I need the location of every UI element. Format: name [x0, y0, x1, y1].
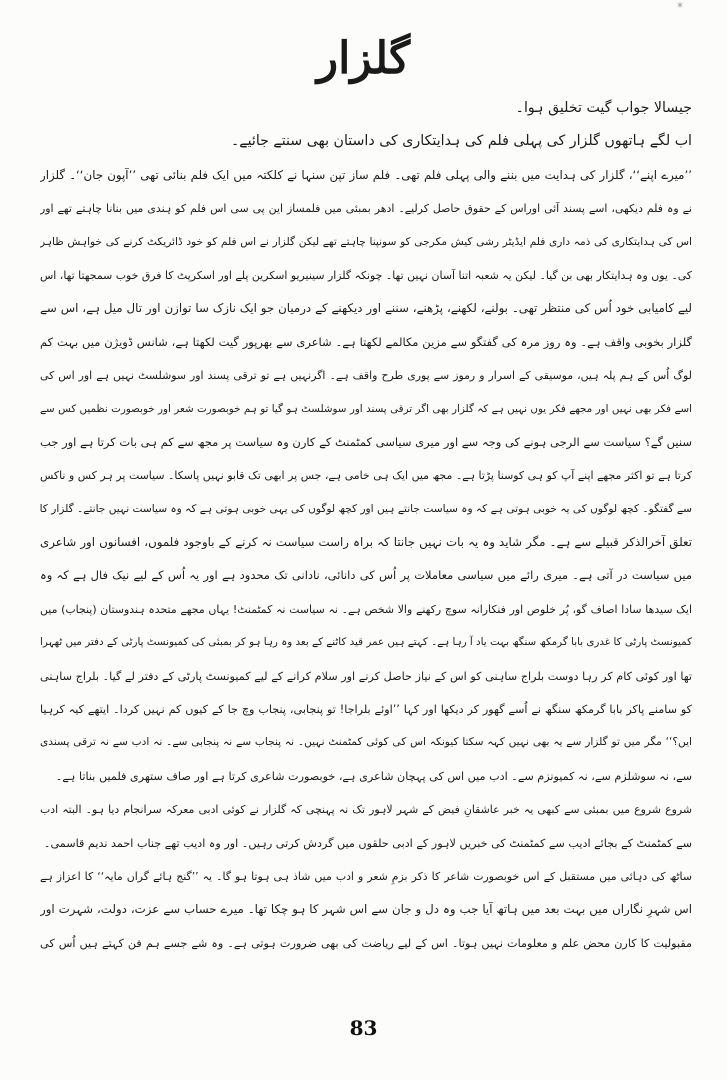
text-line: مقبولیت کا کارن محض علم و معلومات نہیں ہوتا۔ اس کے لیے ریاضت کی بھی ضرورت ہوتی ہے۔ وہ شے جسے ہم فن کہتے ہیں اُس کی: [40, 936, 692, 950]
text-line: کمیونسٹ پارٹی کا غدری بابا گرمکھ سنگھ بہت یاد آ رہا ہے۔ کہتے ہیں عمر قید کاٹنے کے بعد وہ رہا ہو کر بمبئی کی کمیونسٹ پارٹی کے دفتر میں ٹھہرا: [40, 636, 692, 649]
text-line: گلزار بخوبی واقف ہے۔ وہ روز مرہ کی گفتگو سے مزین مکالمے لکھتا ہے۔ شاعری سے بھرپور گیت لکھتا ہے، شانس ڈویژن میں بہت کم: [40, 334, 692, 349]
text-line: نے وہ فلم دیکھی، اسے پسند آئی اوراس کے حقوق حاصل کرلیے۔ ادھر بمبئی میں فلمساز این پی سی اس فلم کو ہندی میں بنانا چاہتے تھے اور: [40, 202, 692, 216]
text-line: کرتا ہے تو اکثر مجھے اپنے آپ کو ہی کوسنا پڑتا ہے۔ مجھ میں ایک ہی خامی ہے، جس پر ابھی تک قابو نہیں پاسکا۔ سیاست پر ہر کس و ناکس: [40, 469, 692, 483]
text-line: سے کمٹمنٹ کے بجائے ادیب سے کمٹمنٹ کی خبریں لاہور کے ادبی حلقوں میں گردش کرتی رہیں۔ اور وہ ادیب تھے جناب احمد ندیم قاسمی۔: [43, 836, 692, 850]
corner-mark: *: [677, 0, 683, 14]
text-line: اسے فکر بھی نہیں اور مجھے فکر یوں نہیں ہے کہ گلزار بھی اگر ترقی پسند اور سوشلسٹ ہو گیا تو ہم خوبصورت شعر اور خوبصورت نظمیں کس سے: [40, 402, 692, 415]
text-line: ایک سیدھا سادا اصاف گو، پُر خلوص اور فنکارانہ سوچ رکھنے والا شخص ہے۔ نہ سیاست نہ کمٹمنٹ! یہاں مجھے متحدہ ہندوستان (پنجاب) میں: [40, 602, 692, 616]
text-line: اس شہرِ نگاراں میں بہت بعد میں ہاتھ آیا جب وہ دل و جان سے اس شہر کا ہو چکا تھا۔ میرے حساب سے عزت، دولت، شہرت اور: [40, 902, 692, 917]
page-number: 83: [349, 1016, 378, 1040]
text-line: کی۔ یوں وہ ہدایتکار بھی بن گیا۔ لیکن یہ شعبہ اتنا آسان نہیں تھا۔ چونکہ گلزار سینیریو اسکرین پلے اور اسکرپٹ کا فرق خوب سمجھتا تھا، اس: [40, 268, 692, 282]
text-line: سے گفتگو۔ کچھ لوگوں کی یہ خوبی ہوتی ہے کہ وہ سیاست جانتے ہیں اور کچھ لوگوں کی یہی خوبی ہوتی ہے کہ وہ سیاست نہیں جانتے۔ گلزار کا: [40, 502, 692, 515]
text-line: کو سامنے پاکر بابا گرمکھ سنگھ نے اُسے گھور کر دیکھا اور کہا ’’اوئے بلراجا! تو پنجابی، پنجاب وچ جا کے کیوں کم نہیں کردا۔ ایتھے کیہ کرہیا: [40, 703, 692, 717]
text-line: تعلق آخرالذکر قبیلے سے ہے۔ مگر شاید وہ یہ بات نہیں جانتا کہ براہ راست سیاست نہ کرنے کے باوجود فلموں، افسانوں اور شاعری: [40, 535, 692, 550]
text-line: ایں؟‘‘ مگر میں تو گلزار سے یہ بھی نہیں کہہ سکتا کیونکہ اس کی کوئی کمٹمنٹ نہیں۔ نہ پنجاب سے نہ پنجابی سے۔ نہ ادب سے نہ ترقی پسندی: [40, 736, 692, 749]
text-line: اس کی ہدایتکاری کی ذمہ داری فلم ایڈیٹر رشی کیش مکرجی کو سونپنا چاہتے تھے لیکن گلزار نے اس فلم کو خود ڈائریکٹ کرنے کی خواہش ظاہر: [40, 235, 692, 248]
text-line: سنیں گے؟ سیاست سے الرجی ہونے کی وجہ سے اور میری سیاسی کمٹمنٹ کے کارن وہ سیاست پر مجھ سے کم ہی بات کرتا ہے اور جب: [40, 434, 692, 449]
text-line: سے، نہ سوشلزم سے، نہ کمیونزم سے۔ ادب میں اس کی پہچان شاعری ہے، خوبصورت شاعری کرتا ہے اور صاف ستھری فلمیں بناتا ہے۔: [55, 769, 692, 783]
text-line: اب لگے ہاتھوں گلزار کی پہلی فلم کی ہدایتکاری کی داستان بھی سنتے جائیے۔: [230, 133, 692, 150]
chapter-title-calligraphy: گلزار: [316, 33, 411, 84]
text-line: ’’میرے اپنے‘‘، گلزار کی ہدایت میں بننے والی پہلی فلم تھی۔ فلم ساز تپن سنہا نے کلکتہ میں ایک فلم بنائی تھی ’’آپون جان‘‘۔ گلزار: [40, 167, 692, 182]
text-line: تھا اور کوئی کام کر رہا دوست بلراج ساہنی کو اس کے نیاز حاصل کرنے اور سلام کرانے کے لیے کمیونسٹ پارٹی کے دفتر لے گیا۔ بلراج ساہنی: [40, 669, 692, 683]
text-line: ساٹھ کی دہائی میں مستقبل کے اس خوبصورت شاعر کا ذکر بزمِ شعر و ادب میں شاذ ہی ہوتا ہو گا۔ یہ ’’گنج ہائے گراں مایہ‘‘ کا اعزاز ہے: [40, 869, 692, 883]
text-line: میں سیاست در آتی ہے۔ میری رائے میں سیاسی معاملات پر اُس کی دانائی، نادانی تک محدود ہے اور یہ اُس کے لیے نیک فال ہے کہ وہ: [40, 568, 692, 583]
text-line: جیسالا جواب گیت تخلیق ہوا۔: [515, 100, 692, 116]
article-body: [40, 92, 692, 960]
text-line: لیے کامیابی خود اُس کی منتظر تھی۔ بولنے، لکھنے، پڑھنے، سننے اور دیکھنے کے درمیان جو ایک نازک سا توازن اور تال میل ہے، اس سے: [40, 301, 692, 316]
text-line: شروع شروع میں بمبئی سے کبھی یہ خبر عاشقانِ فیض کے شہر لاہور تک نہ پہنچی کہ گلزار نے کوئی ادبی معرکہ سرانجام دیا ہو۔ البتہ ادب: [40, 803, 692, 817]
text-line: لوگ اُس کے ہم پلہ ہیں، موسیقی کے اسرار و رموز سے پوری طرح واقف ہے۔ اگرنہیں ہے تو ترقی پسند اور سوشلسٹ نہیں ہے اور اس کی: [40, 369, 692, 383]
chapter-header: [0, 28, 727, 90]
